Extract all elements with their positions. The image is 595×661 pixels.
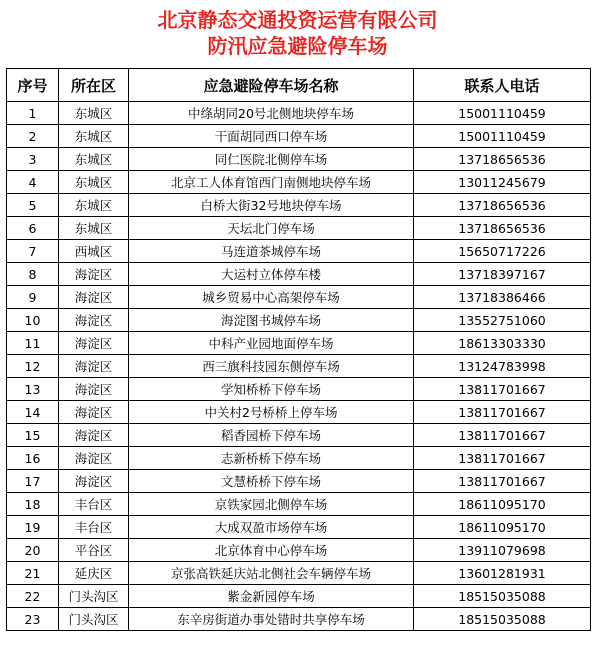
header-district: 所在区 (59, 69, 129, 102)
cell-index: 18 (7, 493, 59, 516)
cell-index: 8 (7, 263, 59, 286)
table-row (7, 125, 591, 148)
cell-district: 丰台区 (59, 493, 129, 516)
title-line-subject: 防汛应急避险停车场 (207, 34, 388, 58)
cell-index: 16 (7, 447, 59, 470)
cell-district: 海淀区 (59, 332, 129, 355)
header-index: 序号 (7, 69, 59, 102)
cell-district: 海淀区 (59, 424, 129, 447)
cell-district: 门头沟区 (59, 608, 129, 631)
table-row (7, 585, 591, 608)
cell-district: 海淀区 (59, 447, 129, 470)
table-row (7, 424, 591, 447)
cell-district: 东城区 (59, 102, 129, 125)
cell-parking-name: 学知桥桥下停车场 (129, 378, 414, 401)
cell-phone: 13811701667 (414, 378, 591, 401)
table-row (7, 217, 591, 240)
cell-parking-name: 北京体育中心停车场 (129, 539, 414, 562)
cell-district: 丰台区 (59, 516, 129, 539)
cell-parking-name: 天坛北门停车场 (129, 217, 414, 240)
cell-index: 15 (7, 424, 59, 447)
cell-phone: 18611095170 (414, 493, 591, 516)
cell-phone: 13811701667 (414, 401, 591, 424)
cell-phone: 13011245679 (414, 171, 591, 194)
table-header-row (7, 69, 591, 102)
cell-parking-name: 大成双盈市场停车场 (129, 516, 414, 539)
table-row (7, 240, 591, 263)
table-row (7, 194, 591, 217)
table-body (7, 102, 591, 631)
cell-index: 23 (7, 608, 59, 631)
cell-district: 东城区 (59, 125, 129, 148)
cell-district: 海淀区 (59, 470, 129, 493)
cell-parking-name: 中关村2号桥桥上停车场 (129, 401, 414, 424)
table-row (7, 470, 591, 493)
cell-parking-name: 志新桥桥下停车场 (129, 447, 414, 470)
cell-phone: 13718656536 (414, 217, 591, 240)
cell-index: 21 (7, 562, 59, 585)
table-row (7, 539, 591, 562)
cell-district: 门头沟区 (59, 585, 129, 608)
cell-district: 海淀区 (59, 263, 129, 286)
cell-parking-name: 东辛房街道办事处错时共享停车场 (129, 608, 414, 631)
cell-parking-name: 同仁医院北侧停车场 (129, 148, 414, 171)
cell-phone: 15001110459 (414, 102, 591, 125)
cell-phone: 13811701667 (414, 424, 591, 447)
cell-index: 5 (7, 194, 59, 217)
cell-district: 东城区 (59, 194, 129, 217)
cell-district: 平谷区 (59, 539, 129, 562)
cell-phone: 13124783998 (414, 355, 591, 378)
cell-parking-name: 干面胡同西口停车场 (129, 125, 414, 148)
cell-index: 4 (7, 171, 59, 194)
cell-index: 7 (7, 240, 59, 263)
cell-phone: 18613303330 (414, 332, 591, 355)
cell-parking-name: 中绦胡同20号北侧地块停车场 (129, 102, 414, 125)
cell-district: 西城区 (59, 240, 129, 263)
table-row (7, 332, 591, 355)
cell-index: 11 (7, 332, 59, 355)
cell-district: 海淀区 (59, 378, 129, 401)
cell-phone: 13811701667 (414, 447, 591, 470)
cell-phone: 15650717226 (414, 240, 591, 263)
cell-index: 12 (7, 355, 59, 378)
table-row (7, 286, 591, 309)
cell-parking-name: 城乡贸易中心高架停车场 (129, 286, 414, 309)
cell-district: 东城区 (59, 217, 129, 240)
table-row (7, 355, 591, 378)
cell-phone: 15001110459 (414, 125, 591, 148)
cell-index: 2 (7, 125, 59, 148)
cell-parking-name: 京铁家园北侧停车场 (129, 493, 414, 516)
parking-lot-table (6, 68, 591, 631)
table-row (7, 447, 591, 470)
cell-phone: 18611095170 (414, 516, 591, 539)
table-row (7, 493, 591, 516)
cell-index: 1 (7, 102, 59, 125)
cell-parking-name: 京张高铁延庆站北侧社会车辆停车场 (129, 562, 414, 585)
header-phone: 联系人电话 (414, 69, 591, 102)
cell-phone: 13718656536 (414, 148, 591, 171)
cell-phone: 18515035088 (414, 585, 591, 608)
cell-parking-name: 中科产业园地面停车场 (129, 332, 414, 355)
cell-phone: 18515035088 (414, 608, 591, 631)
cell-index: 22 (7, 585, 59, 608)
cell-index: 6 (7, 217, 59, 240)
cell-phone: 13601281931 (414, 562, 591, 585)
cell-phone: 13911079698 (414, 539, 591, 562)
table-row (7, 562, 591, 585)
cell-parking-name: 大运村立体停车楼 (129, 263, 414, 286)
table-row (7, 378, 591, 401)
cell-phone: 13718397167 (414, 263, 591, 286)
cell-district: 海淀区 (59, 401, 129, 424)
cell-index: 17 (7, 470, 59, 493)
title-line-company: 北京静态交通投资运营有限公司 (157, 8, 438, 32)
cell-phone: 13811701667 (414, 470, 591, 493)
cell-parking-name: 马连道茶城停车场 (129, 240, 414, 263)
cell-index: 14 (7, 401, 59, 424)
table-row (7, 309, 591, 332)
cell-parking-name: 西三旗科技园东侧停车场 (129, 355, 414, 378)
cell-parking-name: 海淀图书城停车场 (129, 309, 414, 332)
cell-district: 东城区 (59, 148, 129, 171)
cell-index: 10 (7, 309, 59, 332)
table-row (7, 516, 591, 539)
table-row (7, 263, 591, 286)
cell-parking-name: 白桥大街32号地块停车场 (129, 194, 414, 217)
table-row (7, 401, 591, 424)
cell-district: 东城区 (59, 171, 129, 194)
cell-phone: 13718656536 (414, 194, 591, 217)
table-row (7, 148, 591, 171)
cell-parking-name: 紫金新园停车场 (129, 585, 414, 608)
cell-parking-name: 文慧桥桥下停车场 (129, 470, 414, 493)
cell-district: 海淀区 (59, 309, 129, 332)
cell-phone: 13718386466 (414, 286, 591, 309)
cell-phone: 13552751060 (414, 309, 591, 332)
cell-parking-name: 北京工人体育馆西门南侧地块停车场 (129, 171, 414, 194)
table-row (7, 608, 591, 631)
cell-parking-name: 稻香园桥下停车场 (129, 424, 414, 447)
cell-index: 20 (7, 539, 59, 562)
cell-district: 延庆区 (59, 562, 129, 585)
header-parking-name: 应急避险停车场名称 (129, 69, 414, 102)
table-row (7, 102, 591, 125)
table-row (7, 171, 591, 194)
cell-district: 海淀区 (59, 355, 129, 378)
document-title (0, 0, 595, 68)
cell-index: 9 (7, 286, 59, 309)
cell-district: 海淀区 (59, 286, 129, 309)
cell-index: 19 (7, 516, 59, 539)
cell-index: 13 (7, 378, 59, 401)
cell-index: 3 (7, 148, 59, 171)
